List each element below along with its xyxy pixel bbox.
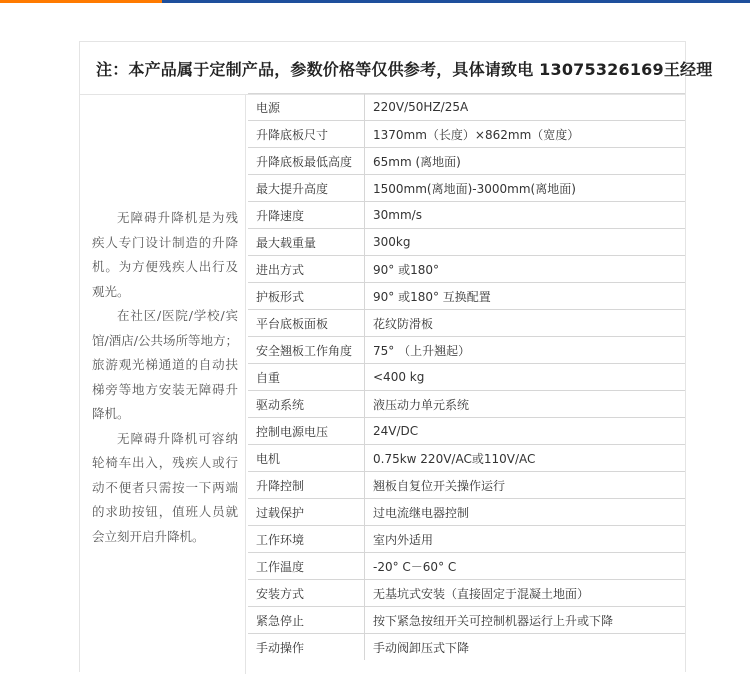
spec-label: 升降底板最低高度 <box>248 148 365 175</box>
spec-label: 过载保护 <box>248 499 365 526</box>
description-paragraph: 在社区/医院/学校/宾馆/酒店/公共场所等地方；旅游观光梯通道的自动扶梯旁等地方安装无障碍升降机。 <box>92 308 238 421</box>
spec-label: 最大提升高度 <box>248 175 365 202</box>
spec-label: 电机 <box>248 445 365 472</box>
table-row <box>248 499 685 526</box>
spec-value: 300kg <box>365 229 686 256</box>
spec-value: 24V/DC <box>365 418 686 445</box>
table-row <box>248 634 685 661</box>
spec-value: 1500mm(离地面)-3000mm(离地面) <box>365 175 686 202</box>
spec-label: 驱动系统 <box>248 391 365 418</box>
table-row <box>248 445 685 472</box>
table-row <box>248 337 685 364</box>
spec-label: 控制电源电压 <box>248 418 365 445</box>
table-row <box>248 607 685 634</box>
description-column <box>80 94 246 674</box>
spec-label: 升降速度 <box>248 202 365 229</box>
notice-banner <box>80 42 713 95</box>
spec-label: 升降控制 <box>248 472 365 499</box>
spec-value: 75° （上升翘起） <box>365 337 686 364</box>
spec-value: 过电流继电器控制 <box>365 499 686 526</box>
spec-label: 护板形式 <box>248 283 365 310</box>
table-row <box>248 229 685 256</box>
spec-value: 花纹防滑板 <box>365 310 686 337</box>
spec-label: 安装方式 <box>248 580 365 607</box>
spec-label: 电源 <box>248 94 365 121</box>
spec-label: 安全翘板工作角度 <box>248 337 365 364</box>
spec-value: 0.75kw 220V/AC或110V/AC <box>365 445 686 472</box>
description-text <box>92 206 238 549</box>
table-row <box>248 283 685 310</box>
top-accent-bar <box>0 0 750 3</box>
spec-value: 液压动力单元系统 <box>365 391 686 418</box>
table-row <box>248 418 685 445</box>
table-row <box>248 526 685 553</box>
product-spec-panel <box>79 41 713 672</box>
spec-value: 90° 或180° 互换配置 <box>365 283 686 310</box>
spec-value: 翘板自复位开关操作运行 <box>365 472 686 499</box>
table-row <box>248 553 685 580</box>
spec-value: 按下紧急按纽开关可控制机器运行上升或下降 <box>365 607 686 634</box>
spec-label: 紧急停止 <box>248 607 365 634</box>
spec-value: 90° 或180° <box>365 256 686 283</box>
spec-value: 无基坑式安装（直接固定于混凝土地面） <box>365 580 686 607</box>
table-row <box>248 148 685 175</box>
spec-label: 工作环境 <box>248 526 365 553</box>
spec-value: 室内外适用 <box>365 526 686 553</box>
table-row <box>248 472 685 499</box>
spec-value: 1370mm（长度）×862mm（宽度） <box>365 121 686 148</box>
table-row <box>248 121 685 148</box>
table-row <box>248 202 685 229</box>
table-row <box>248 391 685 418</box>
spec-value: -20° C－60° C <box>365 553 686 580</box>
spec-value: 30mm/s <box>365 202 686 229</box>
spec-table <box>248 93 685 660</box>
spec-label: 最大载重量 <box>248 229 365 256</box>
notice-text: 注：本产品属于定制产品，参数价格等仅供参考，具体请致电 13075326169王经理 <box>96 60 713 79</box>
spec-label: 升降底板尺寸 <box>248 121 365 148</box>
table-row <box>248 310 685 337</box>
spec-label: 自重 <box>248 364 365 391</box>
spec-label: 进出方式 <box>248 256 365 283</box>
spec-label: 工作温度 <box>248 553 365 580</box>
description-paragraph: 无障碍升降机是为残疾人专门设计制造的升降机。为方便残疾人出行及观光。 <box>92 210 238 299</box>
table-row <box>248 256 685 283</box>
spec-value: 220V/50HZ/25A <box>365 94 686 121</box>
table-row <box>248 175 685 202</box>
table-row <box>248 94 685 121</box>
spec-label: 平台底板面板 <box>248 310 365 337</box>
spec-value: 65mm (离地面) <box>365 148 686 175</box>
table-row <box>248 580 685 607</box>
top-accent-segment <box>0 0 162 3</box>
spec-value: 手动阀卸压式下降 <box>365 634 686 661</box>
spec-value: <400 kg <box>365 364 686 391</box>
table-row <box>248 364 685 391</box>
description-paragraph: 无障碍升降机可容纳轮椅车出入，残疾人或行动不便者只需按一下两端的求助按钮，值班人员就会立刻开启升降机。 <box>92 430 238 544</box>
spec-label: 手动操作 <box>248 634 365 661</box>
